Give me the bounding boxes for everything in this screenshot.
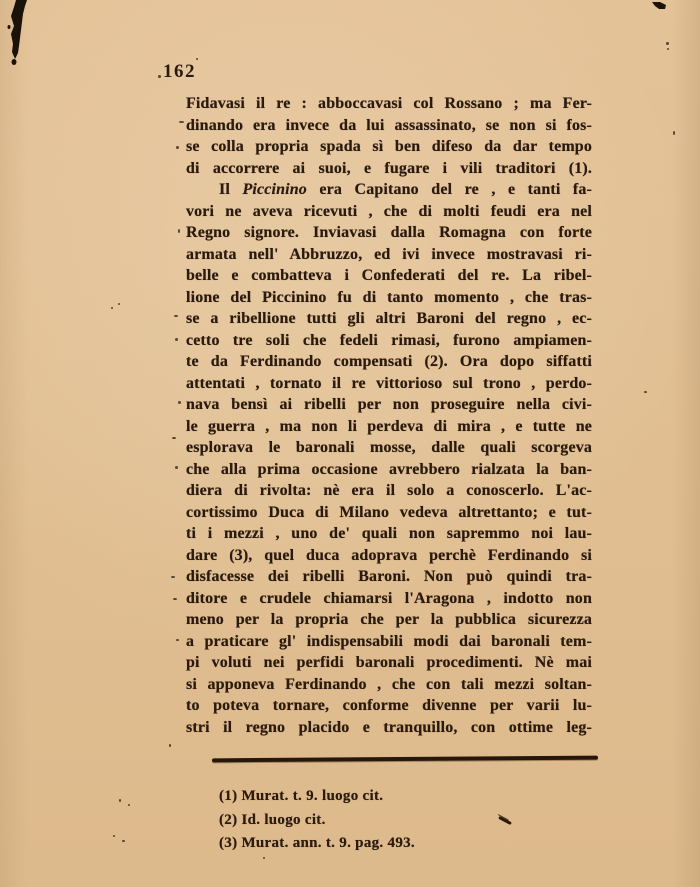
ink-speck [111,307,113,309]
text-line [186,222,592,244]
text-segment: Regno signore. Inviavasi dalla Romagna con forte [186,224,592,241]
text-segment: lione del Piccinino fu di tanto momento , che tras- [186,288,592,306]
text-segment: disfacesse dei ribelli Baroni. Non può quindi tra- [186,568,592,585]
ink-speck [118,303,120,305]
text-line [186,652,592,674]
text-segment: che alla prima occasione avrebbero rialzata la ban- [186,460,592,478]
text-line [186,566,592,588]
text-segment: le guerra , ma non li perdeva di mira , e tutte ne [186,417,592,435]
text-segment: cetto tre soli che fedeli rimasi, furono ampiamen- [186,331,592,349]
text-line [186,674,592,696]
text-line [186,115,592,137]
footnote-line: (2) Id. luogo cit. [219,811,326,828]
italic-text: Piccinino [242,181,307,198]
text-line [186,308,592,330]
text-line [186,717,592,739]
text-segment: meno per la propria che per la pubblica sicurezza [186,611,592,628]
text-segment: vori ne aveva ricevuti , che di molti feudi era nel [186,202,592,220]
page-number: 162 [163,61,196,82]
text-segment: nava bensì ai ribelli per non proseguire nella civi- [186,396,592,413]
text-segment: se colla propria spada sì ben difeso da dar tempo [186,138,592,155]
text-line [186,502,592,524]
ink-speck [196,58,198,60]
text-segment: si apponeva Ferdinando , che con tali mezzi soltan- [186,675,592,693]
text-line [186,609,592,631]
text-line [186,158,592,180]
text-line [186,373,592,395]
text-line [186,287,592,309]
text-line [186,437,592,459]
ink-speck [666,42,669,45]
ink-speck [644,391,647,393]
text-segment: armata nell' Abbruzzo, ed ivi invece mostravasi ri- [186,245,592,263]
text-segment: esplorava le baronali mosse, dalle quali scorgeva [186,439,592,456]
ink-speck [179,121,184,123]
text-segment: Il [219,181,243,198]
ink-speck [263,857,265,859]
text-segment: attentati , tornato il re vittorioso sul trono , perdo- [186,374,592,392]
text-line [186,93,592,115]
ink-speck [178,229,180,233]
text-segment: te da Ferdinando compensati (2). Ora dopo siffatti [186,353,592,370]
ink-speck [119,799,121,802]
footnote-rule [212,756,598,763]
text-segment: a praticare gl' indispensabili modi dai baronali tem- [186,632,592,650]
text-segment: cortissimo Duca di Milano vedeva altrettanto; e tut- [186,503,592,521]
text-segment: dinando era invece da lui assassinato, se non si fos- [186,116,592,134]
ink-speck [176,146,179,149]
footnote-line: (3) Murat. ann. t. 9. pag. 493. [219,835,415,851]
text-line [186,179,592,201]
ink-speck [113,835,115,837]
text-line [186,459,592,481]
text-segment: era Capitano del re , e tanti fa- [306,181,593,198]
text-line [186,265,592,287]
text-segment: di accorrere ai suoi, e fugare i vili traditori (1). [186,159,592,177]
ink-speck [667,48,669,50]
ink-speck [172,437,176,439]
text-line [186,351,592,373]
text-segment: belle e combatteva i Confederati del re. La ribel- [186,267,592,284]
text-line [186,695,592,717]
ink-speck [169,744,171,747]
text-line [186,201,592,223]
ink-speck [175,338,178,341]
ink-speck [158,75,161,78]
text-line [186,480,592,502]
text-line [186,631,592,653]
text-line [186,330,592,352]
text-segment: ti i mezzi , uno de' quali non sapremmo noi lau- [186,525,592,542]
ink-speck [178,401,181,404]
text-segment: dare (3), quel duca adoprava perchè Ferdinando si [186,546,592,564]
text-segment: diera di rivolta: nè era il solo a conoscerlo. L'ac- [186,482,592,499]
ink-speck [173,598,177,600]
text-line [186,136,592,158]
ink-speck [128,804,130,806]
ink-speck [171,576,175,578]
text-line [186,394,592,416]
text-line [186,545,592,567]
text-segment: ditore e crudele chiamarsi l'Aragona , indotto non [186,589,592,607]
ink-mark-top-right [0,0,700,20]
ink-speck [673,131,675,135]
ink-speck [176,639,179,641]
text-line [186,244,592,266]
text-segment: pi voluti nei perfidi baronali procedimenti. Nè mai [186,654,592,671]
footnote-line: (1) Murat. t. 9. luogo cit. [219,788,384,804]
text-line [186,416,592,438]
text-line [186,588,592,610]
text-segment: stri il regno placido e tranquillo, con ottime leg- [186,718,592,736]
body-text [186,93,592,738]
text-segment: to poteva tornare, conforme divenne per varii lu- [186,697,592,714]
text-segment: se a ribellione tutti gli altri Baroni del regno , ec- [186,310,592,327]
ink-speck [122,840,125,842]
text-line [186,523,592,545]
ink-speck [175,466,178,469]
text-segment: Fidavasi il re : abboccavasi col Rossano ; ma Fer- [186,95,592,112]
ink-speck [174,315,178,317]
